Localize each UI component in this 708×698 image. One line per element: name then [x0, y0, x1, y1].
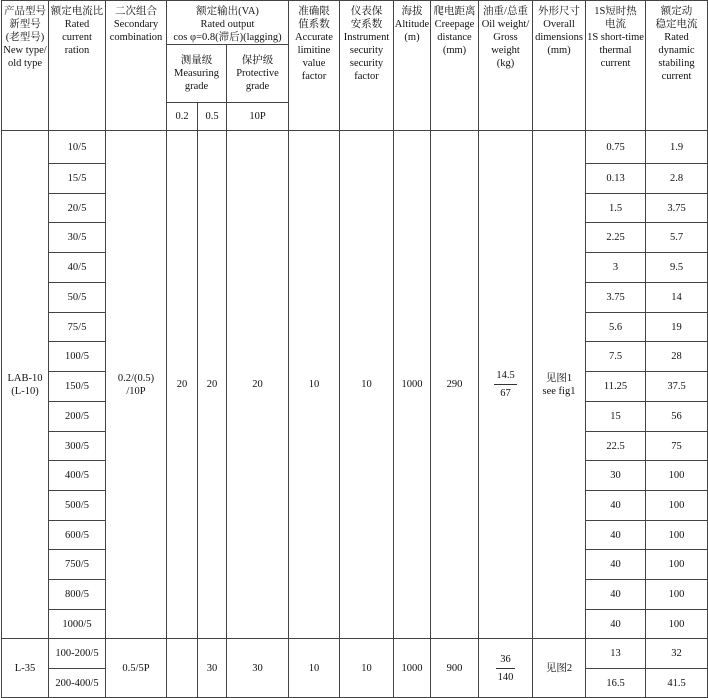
cell-thermal-current: 40	[586, 521, 646, 550]
cell-dynamic-current: 1.9	[646, 131, 708, 164]
header-measuring-line: grade	[184, 81, 209, 92]
cell-ratio: 1000/5	[49, 610, 106, 639]
cell-thermal-current: 40	[586, 580, 646, 610]
header-secondary-line: combination	[109, 32, 163, 43]
header-creepage-line: distance	[437, 32, 472, 43]
cell-ratio: 200/5	[49, 402, 106, 432]
cell-ratio: 20/5	[49, 194, 106, 223]
header-protective	[227, 45, 289, 103]
cell-dynamic-current: 32	[646, 639, 708, 669]
header-model-line: 新型号	[9, 19, 41, 30]
cell-ratio: 600/5	[49, 521, 106, 550]
cell-ratio: 75/5	[49, 313, 106, 342]
cell-accurate: 10	[289, 639, 340, 698]
header-instrument-line: factor	[354, 71, 379, 82]
cell-thermal-current: 40	[586, 491, 646, 521]
header-instrument	[340, 1, 394, 131]
cell-m05: 20	[198, 131, 227, 639]
cell-thermal-current: 40	[586, 550, 646, 580]
cell-ratio: 100/5	[49, 342, 106, 372]
cell-thermal-current: 3.75	[586, 283, 646, 313]
header-model-line: old type	[7, 58, 43, 69]
cell-dimensions	[533, 131, 586, 639]
cell-ratio: 150/5	[49, 372, 106, 402]
cell-instrument: 10	[340, 131, 394, 639]
cell-dynamic-current: 100	[646, 580, 708, 610]
header-thermal-current-line: 1S短时热	[594, 6, 637, 17]
header-model-line: New type/	[3, 45, 47, 56]
header-accurate-line: limitine	[297, 45, 331, 56]
header-ratio-line: current	[62, 32, 92, 43]
header-dynamic-current-line: dynamic	[658, 45, 695, 56]
cell-dynamic-current: 14	[646, 283, 708, 313]
header-secondary	[106, 1, 167, 131]
cell-dynamic-current: 19	[646, 313, 708, 342]
cell-thermal-current: 40	[586, 610, 646, 639]
header-model-line: (老型号)	[5, 32, 45, 43]
table-header	[2, 1, 708, 131]
cell-dynamic-current: 100	[646, 461, 708, 491]
header-dimensions-line: 外形尺寸	[538, 6, 580, 17]
cell-model-line: (L-10)	[11, 385, 39, 397]
header-protective-line: grade	[245, 81, 270, 92]
header-protective-line: 保护级	[241, 55, 274, 66]
cell-altitude: 1000	[394, 639, 431, 698]
header-instrument-line: 仪表保	[350, 6, 383, 17]
header-secondary-line: 二次组合	[115, 6, 157, 17]
header-dynamic-current-line: current	[661, 71, 692, 82]
cell-ratio: 300/5	[49, 432, 106, 461]
cell-dimensions-line: see fig1	[542, 385, 576, 397]
cell-altitude: 1000	[394, 131, 431, 639]
cell-secondary-line: /10P	[126, 385, 146, 397]
header-accurate-line: factor	[301, 71, 327, 82]
cell-thermal-current: 0.13	[586, 164, 646, 194]
header-output	[167, 1, 289, 45]
cell-thermal-current: 22.5	[586, 432, 646, 461]
cell-thermal-current: 7.5	[586, 342, 646, 372]
cell-dynamic-current: 75	[646, 432, 708, 461]
cell-thermal-current: 11.25	[586, 372, 646, 402]
header-ratio-line: Rated	[64, 19, 90, 30]
header-thermal-current	[586, 1, 646, 131]
table-row	[2, 131, 708, 164]
cell-dynamic-current: 100	[646, 491, 708, 521]
header-ratio-line: ration	[64, 45, 90, 56]
header-secondary-line: Secondary	[113, 19, 159, 30]
header-thermal-current-line: 电流	[605, 19, 626, 30]
header-oil-weight-line: weight	[491, 45, 520, 56]
header-dynamic-current	[646, 1, 708, 131]
oil-weight-value: 14.5	[494, 369, 516, 385]
cell-dynamic-current: 37.5	[646, 372, 708, 402]
header-instrument-line: security	[349, 45, 384, 56]
header-creepage	[431, 1, 479, 131]
header-instrument-line: security	[349, 58, 384, 69]
cell-model-line: LAB-10	[7, 372, 43, 384]
header-accurate-line: value	[302, 58, 326, 69]
cell-secondary	[106, 131, 167, 639]
header-ratio	[49, 1, 106, 131]
header-creepage-line: Creepage	[434, 19, 475, 30]
header-oil-weight-line: Gross	[493, 32, 518, 43]
header-altitude-line: (m)	[404, 32, 420, 43]
cell-ratio: 400/5	[49, 461, 106, 491]
header-measuring-line: 测量级	[180, 55, 213, 66]
cell-m02: 20	[167, 131, 198, 639]
header-instrument-line: Instrument	[343, 32, 390, 43]
header-model-line: 产品型号	[4, 6, 46, 17]
cell-creepage: 290	[431, 131, 479, 639]
cell-thermal-current: 16.5	[586, 669, 646, 698]
header-dynamic-current-line: Rated	[664, 32, 689, 43]
cell-thermal-current: 5.6	[586, 313, 646, 342]
header-altitude-line: 海拔	[401, 6, 423, 17]
header-dimensions-line: Overall	[543, 19, 575, 30]
cell-creepage: 900	[431, 639, 479, 698]
table-body	[2, 131, 708, 698]
cell-ratio: 40/5	[49, 253, 106, 283]
header-measuring-line: Measuring	[174, 68, 219, 79]
cell-dynamic-current: 3.75	[646, 194, 708, 223]
cell-secondary-line: 0.2/(0.5)	[117, 372, 155, 384]
gross-weight-value: 140	[497, 671, 514, 683]
header-creepage-line: (mm)	[442, 45, 467, 56]
header-dimensions-line: dimensions	[535, 32, 583, 43]
table-row	[2, 639, 708, 669]
cell-p10p: 20	[227, 131, 289, 639]
cell-dynamic-current: 100	[646, 610, 708, 639]
cell-thermal-current: 15	[586, 402, 646, 432]
header-oil-weight-line: 油重/总重	[483, 6, 528, 17]
header-creepage-line: 爬电距离	[433, 6, 476, 17]
cell-ratio: 15/5	[49, 164, 106, 194]
header-oil-weight	[479, 1, 533, 131]
header-accurate-line: 值系数	[298, 19, 330, 30]
cell-dynamic-current: 2.8	[646, 164, 708, 194]
header-dimensions-line: (mm)	[547, 45, 571, 56]
cell-model-line: L-35	[14, 662, 36, 674]
cell-ratio: 30/5	[49, 223, 106, 253]
header-thermal-current-line: current	[600, 58, 631, 69]
cell-thermal-current: 2.25	[586, 223, 646, 253]
cell-ratio: 750/5	[49, 550, 106, 580]
header-instrument-line: 安系数	[350, 19, 383, 30]
cell-thermal-current: 3	[586, 253, 646, 283]
header-thermal-current-line: thermal	[599, 45, 632, 56]
cell-dynamic-current: 100	[646, 550, 708, 580]
cell-accurate: 10	[289, 131, 340, 639]
cell-ratio: 100-200/5	[49, 639, 106, 669]
cell-p10p: 30	[227, 639, 289, 698]
header-accurate-line: Accurate	[295, 32, 333, 43]
header-dynamic-current-line: stabiling	[658, 58, 695, 69]
header-dynamic-current-line: 额定动	[660, 6, 693, 17]
cell-dynamic-current: 100	[646, 521, 708, 550]
header-output-line: cos φ=0.8(滞后)(lagging)	[173, 32, 282, 43]
header-accurate	[289, 1, 340, 131]
cell-thermal-current: 30	[586, 461, 646, 491]
header-accurate-line: 准确限	[298, 6, 330, 17]
cell-thermal-current: 13	[586, 639, 646, 669]
header-m05: 0.5	[198, 103, 227, 131]
header-measuring	[167, 45, 227, 103]
oil-weight-fraction	[494, 369, 516, 400]
header-p10p: 10P	[227, 103, 289, 131]
header-oil-weight-line: (kg)	[496, 58, 515, 69]
header-protective-line: Protective	[236, 68, 279, 79]
cell-ratio: 200-400/5	[49, 669, 106, 698]
cell-thermal-current: 0.75	[586, 131, 646, 164]
cell-thermal-current: 1.5	[586, 194, 646, 223]
cell-model	[2, 131, 49, 639]
header-thermal-current-line: 1S short-time	[587, 32, 644, 43]
header-ratio-line: 额定电流比	[50, 6, 104, 17]
header-dynamic-current-line: 稳定电流	[655, 19, 698, 30]
header-oil-weight-line: Oil weight/	[481, 19, 530, 30]
cell-ratio: 500/5	[49, 491, 106, 521]
cell-dynamic-current: 5.7	[646, 223, 708, 253]
header-output-line: Rated output	[200, 19, 255, 30]
header-model	[2, 1, 49, 131]
cell-ratio: 800/5	[49, 580, 106, 610]
oil-weight-value: 36	[496, 653, 516, 669]
cell-dynamic-current: 28	[646, 342, 708, 372]
cell-dynamic-current: 56	[646, 402, 708, 432]
cell-ratio: 50/5	[49, 283, 106, 313]
cell-secondary-line: 0.5/5P	[122, 662, 150, 674]
cell-dimensions-line: 见图1	[545, 372, 573, 384]
spec-table	[1, 0, 708, 698]
header-dimensions	[533, 1, 586, 131]
cell-dynamic-current: 9.5	[646, 253, 708, 283]
cell-oil-weight	[479, 131, 533, 639]
header-m02: 0.2	[167, 103, 198, 131]
oil-weight-fraction	[496, 653, 516, 684]
gross-weight-value: 67	[500, 388, 511, 399]
cell-m05: 30	[198, 639, 227, 698]
cell-dimensions-line: 见图2	[545, 662, 573, 674]
header-altitude	[394, 1, 431, 131]
header-output-line: 额定输出(VA)	[196, 6, 259, 17]
header-altitude-line: Altitude	[394, 19, 430, 30]
cell-dynamic-current: 41.5	[646, 669, 708, 698]
cell-ratio: 10/5	[49, 131, 106, 164]
cell-instrument: 10	[340, 639, 394, 698]
